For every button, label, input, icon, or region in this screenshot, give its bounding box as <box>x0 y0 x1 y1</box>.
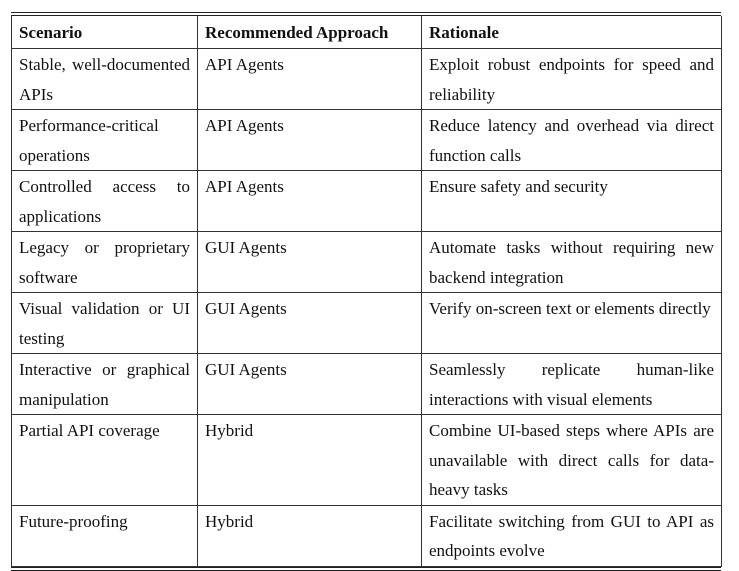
cell-rationale: Automate tasks without requiring new backend integration <box>422 232 722 293</box>
cell-approach: GUI Agents <box>198 293 422 354</box>
header-rationale: Rationale <box>422 16 722 49</box>
comparison-table-container <box>11 12 721 571</box>
table-row <box>12 171 722 232</box>
table-row <box>12 110 722 171</box>
table-row <box>12 293 722 354</box>
cell-rationale: Exploit robust endpoints for speed and reliability <box>422 49 722 110</box>
header-recommended-approach: Recommended Approach <box>198 16 422 49</box>
cell-scenario: Stable, well-documented APIs <box>12 49 198 110</box>
cell-scenario: Future-proofing <box>12 505 198 566</box>
cell-scenario: Partial API coverage <box>12 415 198 506</box>
comparison-table <box>11 16 722 567</box>
table-row <box>12 505 722 566</box>
table-row <box>12 354 722 415</box>
table-row <box>12 232 722 293</box>
cell-approach: Hybrid <box>198 505 422 566</box>
header-row <box>12 16 722 49</box>
cell-scenario: Controlled access to applications <box>12 171 198 232</box>
table-row <box>12 49 722 110</box>
cell-rationale: Seamlessly replicate human-like interactions with visual elements <box>422 354 722 415</box>
cell-rationale: Combine UI-based steps where APIs are unavailable with direct calls for data-heavy tasks <box>422 415 722 506</box>
cell-approach: API Agents <box>198 171 422 232</box>
cell-rationale: Reduce latency and overhead via direct function calls <box>422 110 722 171</box>
header-scenario: Scenario <box>12 16 198 49</box>
cell-scenario: Interactive or graphical manipulation <box>12 354 198 415</box>
cell-approach: Hybrid <box>198 415 422 506</box>
cell-rationale: Ensure safety and security <box>422 171 722 232</box>
cell-approach: GUI Agents <box>198 232 422 293</box>
cell-scenario: Performance-critical operations <box>12 110 198 171</box>
cell-approach: GUI Agents <box>198 354 422 415</box>
cell-approach: API Agents <box>198 49 422 110</box>
cell-rationale: Verify on-screen text or elements directly <box>422 293 722 354</box>
cell-scenario: Visual validation or UI testing <box>12 293 198 354</box>
cell-scenario: Legacy or proprietary software <box>12 232 198 293</box>
table-row <box>12 415 722 506</box>
cell-rationale: Facilitate switching from GUI to API as endpoints evolve <box>422 505 722 566</box>
bottom-double-rule <box>11 567 721 571</box>
cell-approach: API Agents <box>198 110 422 171</box>
